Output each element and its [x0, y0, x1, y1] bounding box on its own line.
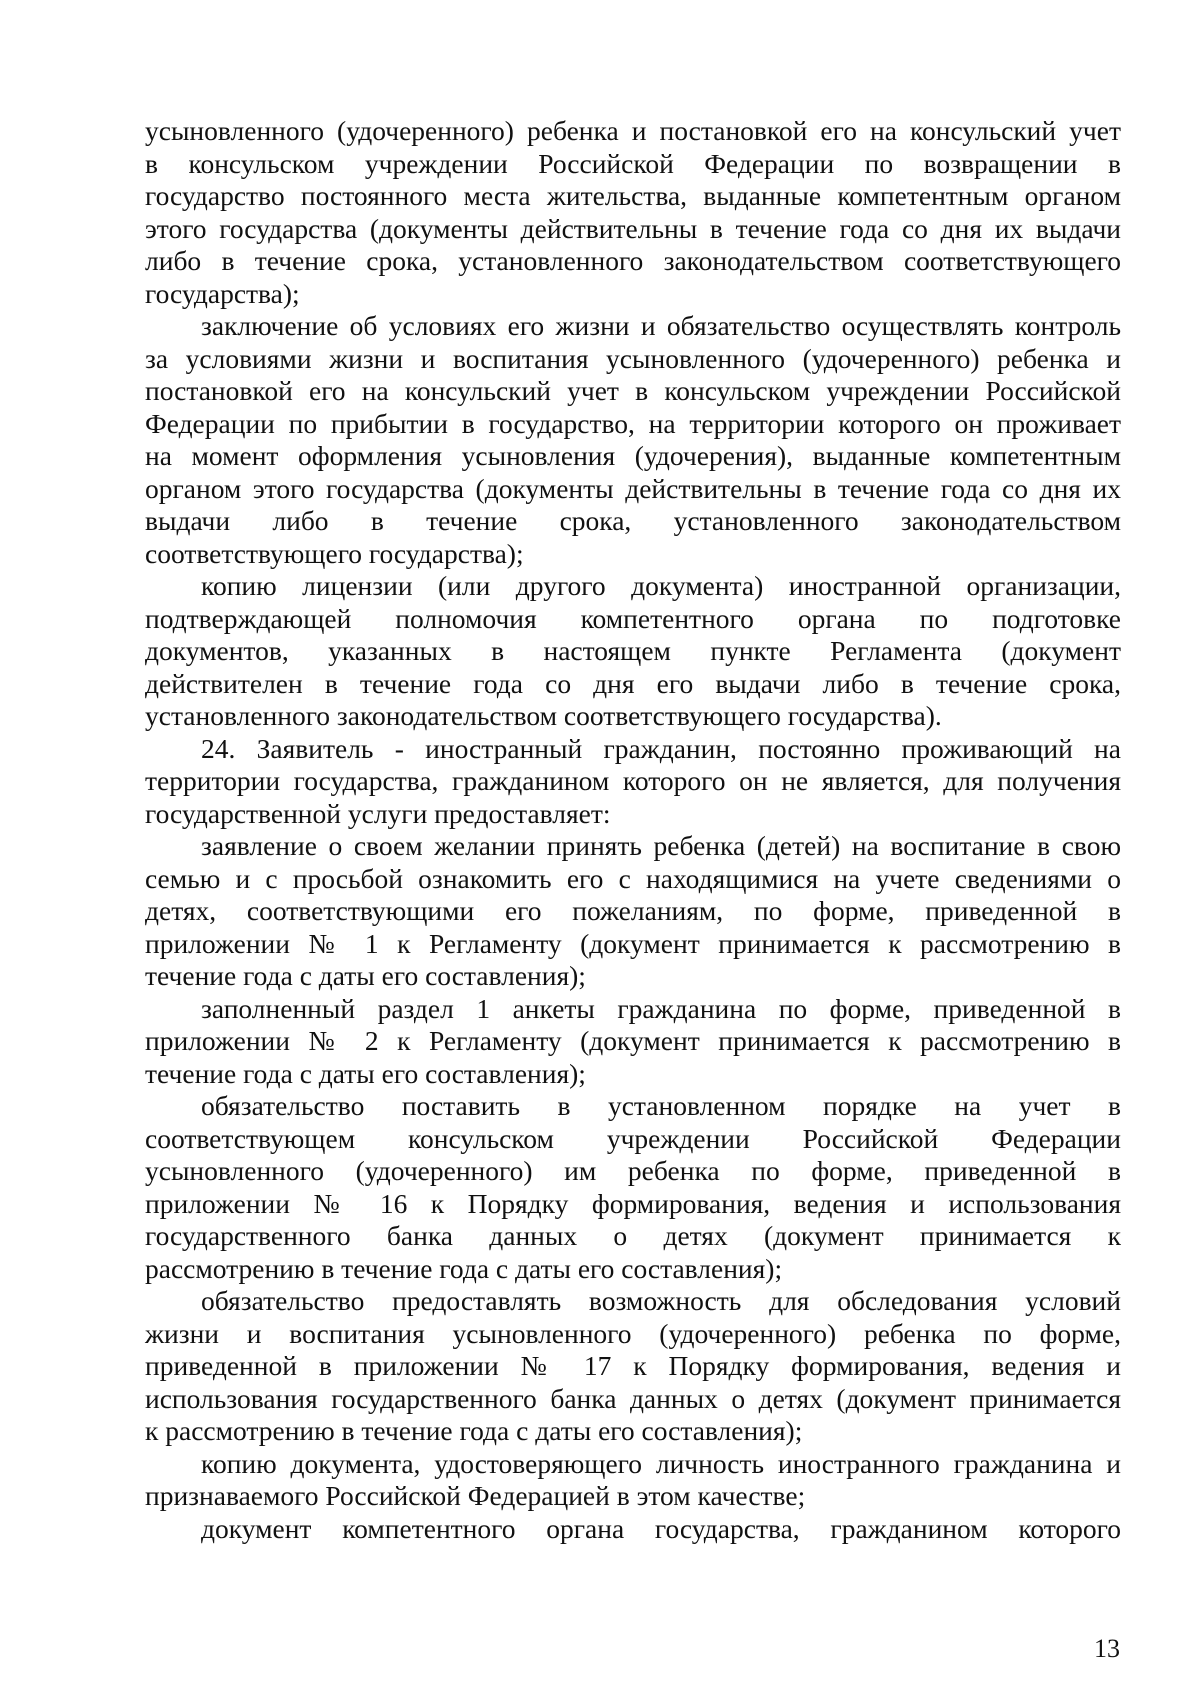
text-line: приведенной в приложении № 17 к Порядку формирования, ведения и: [145, 1350, 1121, 1381]
paragraph: [145, 570, 1121, 733]
text-line: в консульском учреждении Российской Федерации по возвращении в: [145, 147, 1121, 179]
text-line: рассмотрению в течение года с даты его составления);: [145, 1252, 783, 1284]
text-line: использования государственного банка данных о детях (документ принимается: [145, 1382, 1121, 1414]
text-line: соответствующем консульском учреждении Российской Федерации: [145, 1122, 1121, 1154]
text-line: течение года с даты его составления);: [145, 960, 586, 991]
text-line: усыновленного (удочеренного) ребенка и постановкой его на консульский учет: [145, 115, 1121, 146]
text-line: признаваемого Российской Федерацией в этом качестве;: [145, 1480, 806, 1511]
text-line: приложении № 1 к Регламенту (документ принимается к рассмотрению в: [145, 927, 1121, 959]
text-line: действителен в течение года со дня его выдачи либо в течение срока,: [145, 667, 1121, 699]
text-line: течение года с даты его составления);: [145, 1057, 586, 1089]
paragraph: [145, 733, 1121, 831]
paragraph: [145, 1285, 1121, 1448]
text-line: заключение об условиях его жизни и обязательство осуществлять контроль: [201, 310, 1121, 341]
text-line: обязательство предоставлять возможность для обследования условий: [201, 1285, 1121, 1316]
text-line: документ компетентного органа государства, гражданином которого: [201, 1512, 1121, 1544]
text-line: либо в течение срока, установленного законодательством соответствующего: [145, 245, 1121, 276]
paragraph: [145, 1448, 1121, 1513]
text-line: семью и с просьбой ознакомить его с находящимися на учете сведениями о: [145, 862, 1121, 894]
text-line: территории государства, гражданином которого он не является, для получения: [145, 765, 1121, 796]
text-line: на момент оформления усыновления (удочерения), выданные компетентным: [145, 440, 1121, 471]
text-line: этого государства (документы действительны в течение года со дня их выдачи: [145, 212, 1121, 244]
paragraph: [145, 310, 1121, 570]
text-line: усыновленного (удочеренного) им ребенка по форме, приведенной в: [145, 1155, 1121, 1186]
text-line: приложении № 2 к Регламенту (документ принимается к рассмотрению в: [145, 1025, 1121, 1056]
text-line: Федерации по прибытии в государство, на территории которого он проживает: [145, 407, 1121, 439]
text-line: за условиями жизни и воспитания усыновленного (удочеренного) ребенка и: [145, 342, 1121, 374]
text-line: копию лицензии (или другого документа) иностранной организации,: [201, 570, 1121, 601]
text-line: постановкой его на консульский учет в консульском учреждении Российской: [145, 375, 1121, 406]
paragraph: [145, 993, 1121, 1091]
text-line: государства);: [145, 277, 300, 309]
text-line: подтверждающей полномочия компетентного органа по подготовке: [145, 602, 1121, 634]
text-line: 24. Заявитель - иностранный гражданин, постоянно проживающий на: [201, 732, 1121, 764]
text-line: государственного банка данных о детях (документ принимается к: [145, 1220, 1121, 1251]
text-line: документов, указанных в настоящем пункте Регламента (документ: [145, 635, 1121, 666]
text-line: соответствующего государства);: [145, 537, 524, 569]
paragraph: [145, 1513, 1121, 1546]
text-line: приложении № 16 к Порядку формирования, ведения и использования: [145, 1187, 1121, 1219]
paragraph: [145, 115, 1121, 310]
text-line: детях, соответствующими его пожеланиям, по форме, приведенной в: [145, 895, 1121, 926]
text-line: заявление о своем желании принять ребенка (детей) на воспитание в свою: [201, 830, 1121, 861]
document-body: [145, 115, 1121, 1545]
text-line: жизни и воспитания усыновленного (удочеренного) ребенка по форме,: [145, 1317, 1121, 1349]
text-line: органом этого государства (документы действительны в течение года со дня их: [145, 472, 1121, 504]
paragraph: [145, 1090, 1121, 1285]
text-line: заполненный раздел 1 анкеты гражданина по форме, приведенной в: [201, 992, 1121, 1024]
text-line: государственной услуги предоставляет:: [145, 797, 611, 829]
page-number: 13: [1094, 1634, 1120, 1663]
text-line: государство постоянного места жительства, выданные компетентным органом: [145, 180, 1121, 211]
text-line: копию документа, удостоверяющего личность иностранного гражданина и: [201, 1447, 1121, 1479]
text-line: установленного законодательством соответствующего государства).: [145, 700, 942, 731]
text-line: к рассмотрению в течение года с даты его составления);: [145, 1415, 803, 1446]
paragraph: [145, 830, 1121, 993]
text-line: обязательство поставить в установленном порядке на учет в: [201, 1090, 1121, 1121]
text-line: выдачи либо в течение срока, установленного законодательством: [145, 505, 1121, 536]
